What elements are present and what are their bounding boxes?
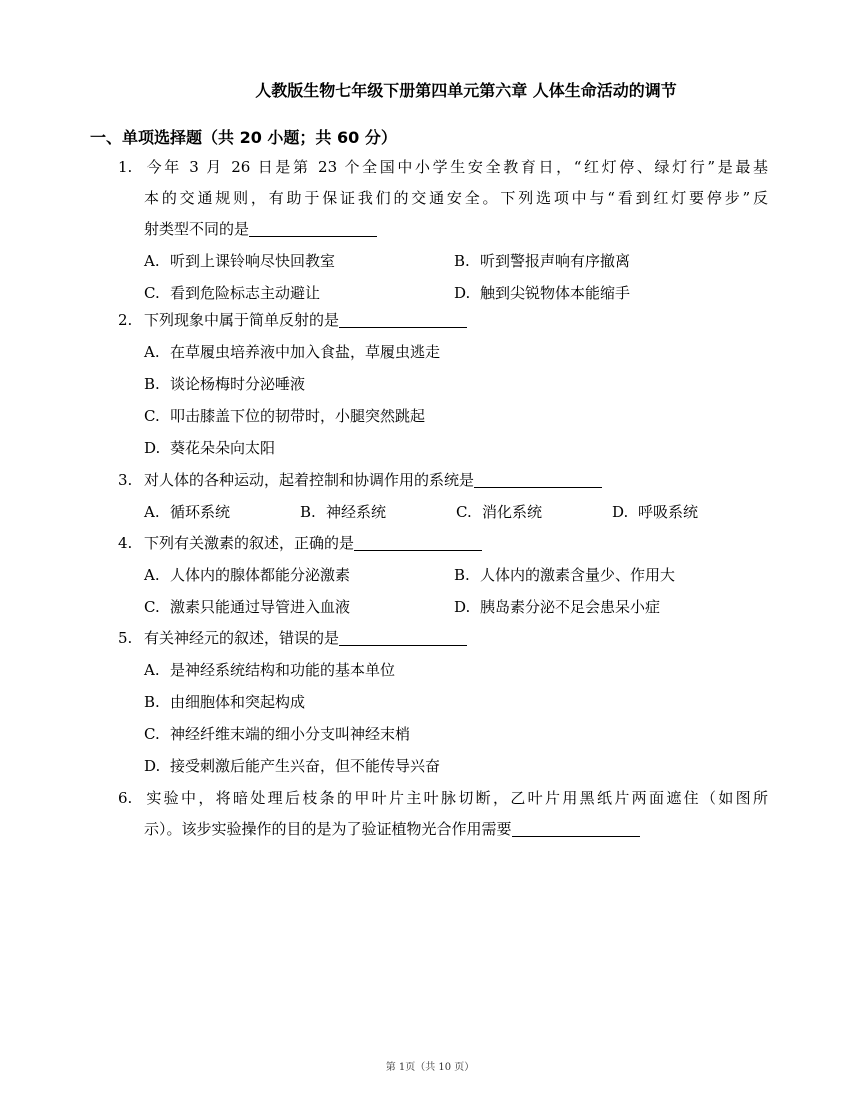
option-c[interactable]	[144, 592, 454, 623]
option-b[interactable]	[144, 369, 305, 400]
option-letter: B.	[144, 692, 160, 711]
question-text: 示）。该步实验操作的目的是为了验证植物光合作用需要	[144, 820, 512, 838]
option-b[interactable]	[300, 497, 456, 528]
option-letter: D.	[144, 438, 161, 457]
question-text-line-last	[118, 214, 768, 245]
option-letter: A.	[144, 660, 160, 679]
question-text: 有关神经元的叙述，错误的是	[144, 629, 340, 647]
option-letter: C.	[144, 724, 160, 743]
question-3	[118, 465, 768, 528]
question-number: 6.	[118, 789, 133, 807]
question-number: 2.	[118, 311, 133, 329]
option-letter: A.	[144, 251, 160, 270]
option-c[interactable]	[144, 401, 425, 432]
options	[118, 336, 768, 464]
option-text: 接受刺激后能产生兴奋，但不能传导兴奋	[170, 756, 441, 775]
question-text: 下列有关激素的叙述，正确的是	[144, 534, 355, 552]
option-text: 神经系统	[326, 502, 387, 521]
answer-blank[interactable]	[474, 471, 602, 488]
option-a[interactable]	[144, 337, 440, 368]
question-stem	[118, 623, 768, 654]
question-text: 对人体的各种运动，起着控制和协调作用的系统是	[144, 471, 475, 489]
option-text: 叩击膝盖下位的韧带时，小腿突然跳起	[170, 406, 426, 425]
options	[118, 245, 768, 309]
question-text-line-last	[118, 814, 768, 845]
option-text: 消化系统	[482, 502, 543, 521]
question-text-line: 实验中，将暗处理后枝条的甲叶片主叶脉切断，乙叶片用黑纸片两面遮住（如图所	[144, 789, 768, 807]
answer-blank[interactable]	[339, 311, 467, 328]
option-c[interactable]	[144, 719, 410, 750]
option-letter: C.	[144, 406, 160, 425]
option-text: 触到尖锐物体本能缩手	[480, 283, 631, 302]
option-d[interactable]	[612, 497, 768, 528]
options	[118, 496, 768, 528]
question-2	[118, 305, 768, 464]
question-stem	[118, 152, 768, 183]
option-d[interactable]	[454, 278, 764, 309]
option-text: 由细胞体和突起构成	[170, 692, 306, 711]
option-letter: B.	[300, 502, 316, 521]
option-letter: C.	[456, 502, 472, 521]
question-number: 1.	[118, 158, 133, 176]
option-d[interactable]	[144, 433, 275, 464]
option-c[interactable]	[456, 497, 612, 528]
option-c[interactable]	[144, 278, 454, 309]
option-b[interactable]	[144, 687, 305, 718]
document-title: 人教版生物七年级下册第四单元第六章 人体生命活动的调节	[255, 81, 677, 100]
option-text: 胰岛素分泌不足会患呆小症	[480, 597, 661, 616]
question-5	[118, 623, 768, 782]
option-text: 看到危险标志主动避让	[170, 283, 321, 302]
option-letter: B.	[144, 374, 160, 393]
section-heading: 一、单项选择题（共 20 小题；共 60 分）	[90, 128, 397, 147]
option-text: 人体内的腺体都能分泌激素	[170, 565, 351, 584]
options	[118, 654, 768, 782]
option-text: 是神经系统结构和功能的基本单位	[170, 660, 396, 679]
option-text: 神经纤维末端的细小分支叫神经末梢	[170, 724, 411, 743]
option-letter: D.	[144, 756, 161, 775]
option-letter: C.	[144, 283, 160, 302]
answer-blank[interactable]	[512, 820, 640, 837]
question-text-line: 今年 3 月 26 日是第 23 个全国中小学生安全教育日，“红灯停、绿灯行”是最基	[144, 158, 768, 176]
options	[118, 559, 768, 623]
option-a[interactable]	[144, 655, 395, 686]
option-text: 循环系统	[170, 502, 231, 521]
question-stem	[118, 305, 768, 336]
option-text: 谈论杨梅时分泌唾液	[170, 374, 306, 393]
option-d[interactable]	[454, 592, 764, 623]
option-letter: B.	[454, 565, 470, 584]
option-b[interactable]	[454, 246, 764, 277]
option-text: 听到警报声响有序撤离	[480, 251, 631, 270]
page-footer: 第 1页（共 10 页）	[385, 1062, 475, 1073]
option-text: 在草履虫培养液中加入食盐，草履虫逃走	[170, 342, 441, 361]
question-stem	[118, 783, 768, 814]
option-a[interactable]	[144, 497, 300, 528]
question-4	[118, 528, 768, 623]
option-letter: A.	[144, 502, 160, 521]
option-a[interactable]	[144, 560, 454, 591]
answer-blank[interactable]	[339, 629, 467, 646]
option-text: 呼吸系统	[638, 502, 699, 521]
option-text: 葵花朵朵向太阳	[170, 438, 276, 457]
question-stem	[118, 528, 768, 559]
option-text: 人体内的激素含量少、作用大	[480, 565, 676, 584]
question-text: 射类型不同的是	[144, 220, 250, 238]
question-1	[118, 152, 768, 309]
question-number: 3.	[118, 471, 133, 489]
question-stem	[118, 465, 768, 496]
option-b[interactable]	[454, 560, 764, 591]
question-6	[118, 783, 768, 845]
option-letter: D.	[612, 502, 629, 521]
option-letter: D.	[454, 283, 471, 302]
option-letter: A.	[144, 342, 160, 361]
option-letter: D.	[454, 597, 471, 616]
option-letter: B.	[454, 251, 470, 270]
option-letter: A.	[144, 565, 160, 584]
answer-blank[interactable]	[249, 220, 377, 237]
question-text: 下列现象中属于简单反射的是	[144, 311, 340, 329]
option-d[interactable]	[144, 751, 440, 782]
option-text: 激素只能通过导管进入血液	[170, 597, 351, 616]
question-number: 5.	[118, 629, 133, 647]
question-number: 4.	[118, 534, 133, 552]
option-text: 听到上课铃响尽快回教室	[170, 251, 336, 270]
answer-blank[interactable]	[354, 534, 482, 551]
option-letter: C.	[144, 597, 160, 616]
option-a[interactable]	[144, 246, 454, 277]
question-text-line: 本的交通规则，有助于保证我们的交通安全。下列选项中与“看到红灯要停步”反	[144, 189, 768, 207]
